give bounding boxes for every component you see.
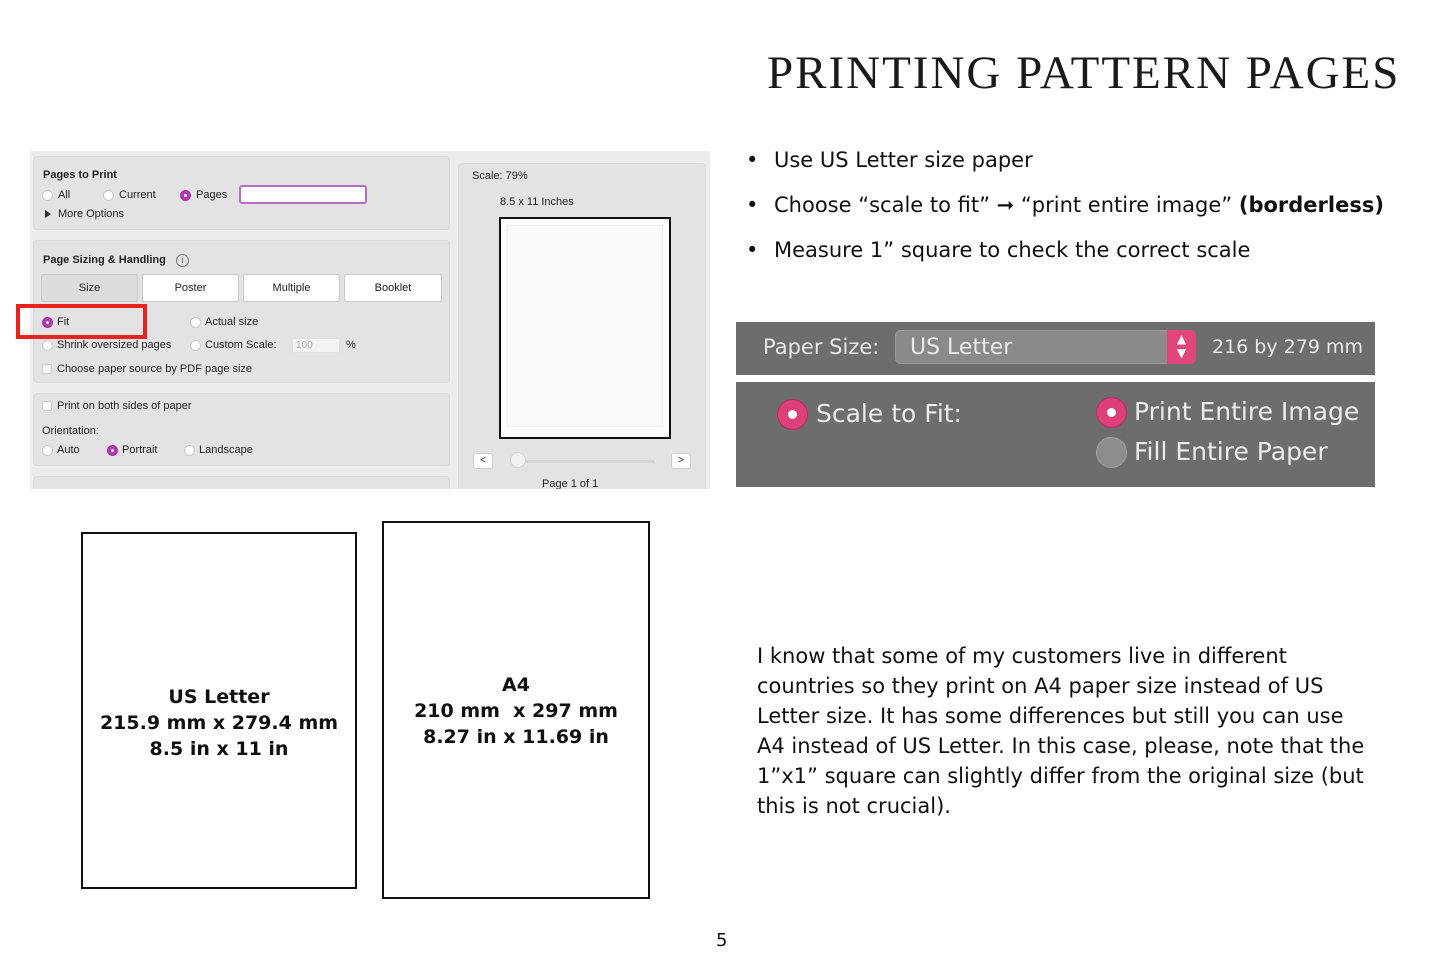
radio-shrink[interactable] (42, 340, 53, 351)
page-slider-track[interactable] (515, 460, 655, 463)
scale-readout: Scale: 79% (472, 170, 528, 182)
a4-note: I know that some of my customers live in different countries so they print on A4 paper size instead of US Letter size. It has some differences but still you can use A4 instead of US Letter. In this case, please, note that the 1”x1” square can slightly differ from the original size (but this is not crucial). (757, 644, 1365, 818)
paper-source-checkbox[interactable] (42, 364, 52, 374)
disclosure-triangle-icon[interactable] (45, 210, 51, 218)
both-sides-checkbox[interactable] (42, 401, 52, 411)
us-letter-in: 8.5 in x 11 in (149, 738, 289, 760)
both-sides-label: Print on both sides of paper (57, 400, 192, 412)
page-preview (499, 217, 671, 439)
a4-paper (382, 521, 650, 899)
next-page-button[interactable]: > (671, 453, 691, 469)
radio-landscape[interactable] (184, 445, 195, 456)
page-slider-knob[interactable] (510, 452, 526, 468)
a4-mm: 210 mm x 297 mm (414, 700, 618, 722)
instruction-item: • Use US Letter size paper (744, 148, 1434, 172)
tab-multiple[interactable]: Multiple (243, 274, 340, 302)
fit-label: Fit (57, 316, 70, 328)
radio-actual-size[interactable] (190, 317, 201, 328)
radio-portrait[interactable] (107, 445, 118, 456)
percent-label: % (346, 339, 356, 351)
radio-pages[interactable] (180, 190, 191, 201)
borderless-note: (borderless) (1238, 193, 1384, 217)
option-pages-label: Pages (196, 189, 228, 201)
instruction-item: • Choose “scale to fit” ➞ “print entire image” (borderless) (744, 193, 1434, 217)
radio-auto[interactable] (42, 445, 53, 456)
tab-booklet[interactable]: Booklet (344, 274, 442, 302)
more-options-link[interactable]: More Options (58, 208, 125, 220)
scale-options-bar (736, 382, 1375, 487)
orientation-auto-label: Auto (57, 444, 80, 456)
pages-to-print-heading: Pages to Print (43, 169, 117, 181)
paper-size-value: US Letter (910, 335, 1013, 360)
option-all-label: All (58, 189, 71, 201)
fill-entire-paper-label: Fill Entire Paper (1134, 437, 1328, 466)
a4-name: A4 (502, 674, 530, 696)
instruction-item: • Measure 1” square to check the correct scale (744, 238, 1434, 262)
orientation-label: Orientation: (42, 425, 99, 437)
preview-size-label: 8.5 x 11 Inches (500, 196, 574, 208)
page-title: PRINTING PATTERN PAGES (767, 47, 1401, 99)
shrink-label: Shrink oversized pages (57, 339, 172, 351)
tab-size[interactable]: Size (41, 274, 138, 302)
paper-size-select[interactable] (895, 330, 1196, 364)
page-count-label: Page 1 of 1 (542, 478, 599, 489)
fit-highlight-box (16, 304, 147, 339)
chevron-updown-icon[interactable]: ▲ ▼ (1167, 330, 1196, 364)
paper-source-label: Choose paper source by PDF page size (57, 363, 253, 375)
page-number: 5 (716, 930, 728, 951)
custom-scale-label: Custom Scale: (205, 339, 277, 351)
a4-in: 8.27 in x 11.69 in (423, 726, 609, 748)
previous-page-button[interactable]: < (473, 453, 493, 469)
page-preview-sheet (507, 225, 663, 427)
orientation-portrait-label: Portrait (122, 444, 158, 456)
paper-size-dims: 216 by 279 mm (1212, 336, 1363, 358)
radio-fill-entire-paper[interactable] (1096, 437, 1127, 468)
pages-input[interactable] (239, 185, 367, 204)
tab-poster[interactable]: Poster (142, 274, 239, 302)
radio-print-entire-image[interactable] (1096, 397, 1127, 428)
custom-scale-input[interactable]: 100 (292, 338, 340, 353)
radio-custom-scale[interactable] (190, 340, 201, 351)
orientation-landscape-label: Landscape (199, 444, 253, 456)
info-icon[interactable]: i (176, 254, 189, 267)
us-letter-paper (81, 532, 357, 889)
instructions-list (744, 148, 1434, 283)
actual-size-label: Actual size (205, 316, 259, 328)
print-entire-image-label: Print Entire Image (1134, 397, 1360, 426)
radio-all[interactable] (42, 190, 53, 201)
us-letter-mm: 215.9 mm x 279.4 mm (99, 712, 339, 734)
us-letter-name: US Letter (168, 686, 270, 708)
extra-panel (33, 476, 450, 489)
radio-scale-to-fit[interactable] (777, 399, 808, 430)
page-sizing-heading: Page Sizing & Handling (43, 254, 166, 266)
paper-size-bar (736, 322, 1375, 375)
scale-to-fit-label: Scale to Fit: (816, 399, 962, 428)
paper-size-label: Paper Size: (763, 335, 880, 359)
radio-current[interactable] (103, 190, 114, 201)
option-current-label: Current (119, 189, 156, 201)
